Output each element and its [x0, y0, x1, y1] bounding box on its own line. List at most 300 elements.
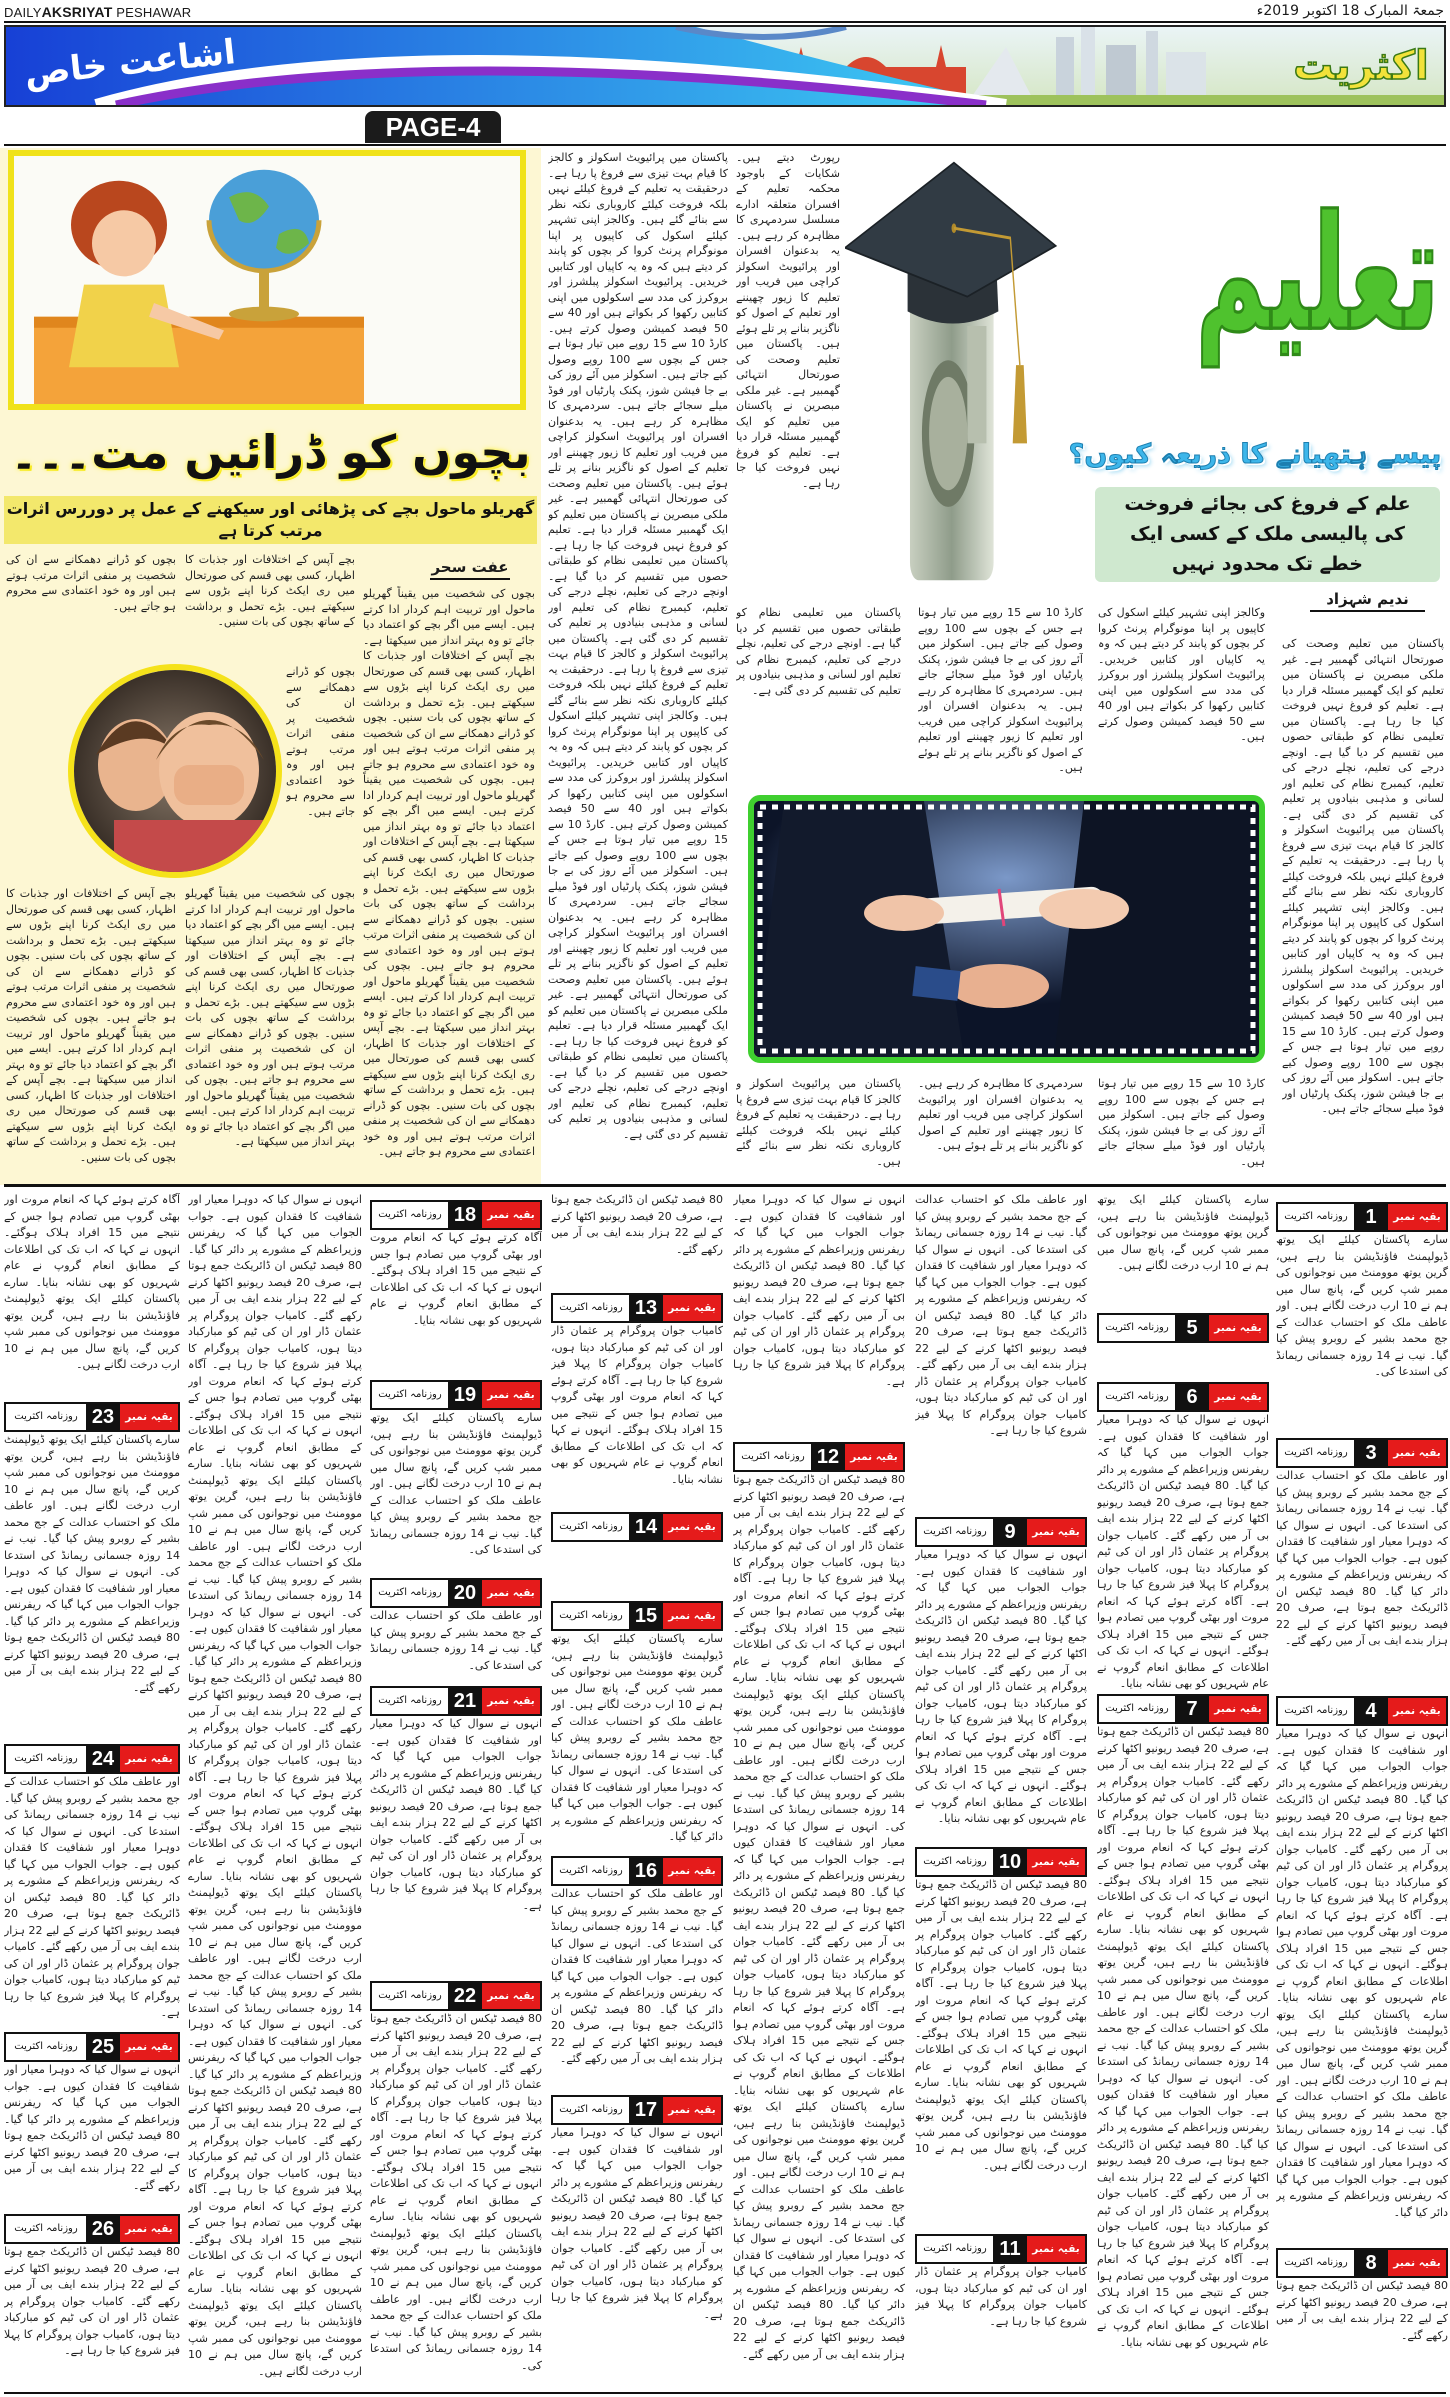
paragraph-text: بچوں کی شخصیت میں یقیناً گھریلو ماحول اور تربیت اہم کردار ادا کرتے ہیں۔ ایسے میں اگر بچے کو اعتماد دیا جائے تو وہ بہتر انداز میں سیکھتا ہے۔: [6, 1011, 176, 1086]
paragraph-text: بچوں کی شخصیت میں یقیناً گھریلو ماحول اور تربیت اہم کردار ادا کرتے ہیں۔ ایسے میں اگر بچے کو اعتماد دیا جائے تو وہ بہتر انداز میں سیکھتا ہے۔: [363, 773, 535, 848]
paragraph-text: سارے پاکستان کیلئے ایک یوتھ ڈیولپمنٹ فاؤنڈیشن بنا رہے ہیں، گرین یوتھ موومنٹ میں نوجوانوں کی ممبر شپ کریں گے، پانچ سال میں ہم نے 10 ارب درخت لگانے ہیں۔: [1276, 1233, 1448, 1312]
paragraph-text: کامیاب جوان پروگرام پر عثمان ڈار اور ان کی ٹیم کو مبارکباد دیتا ہوں، کامیاب جوان پروگرام کا پہلا فیز شروع کیا جا رہا ہے۔: [1097, 1774, 1269, 1837]
continuation-paper-name: روزنامہ اکثریت: [372, 1382, 448, 1408]
paragraph-text: کامیاب جوان پروگرام پر عثمان ڈار اور ان کی ٹیم کو مبارکباد دیتا ہوں، کامیاب جوان پروگرام کا پہلا فیز شروع کیا جا رہا ہے۔: [733, 1308, 905, 1388]
news-text-segment: [370, 1192, 542, 1200]
education-article-column-middle: [548, 150, 728, 1180]
section-banner: [4, 25, 1446, 107]
continuation-paper-name: روزنامہ اکثریت: [6, 1404, 86, 1430]
paragraph-text: سارے پاکستان کیلئے ایک یوتھ ڈیولپمنٹ فاؤنڈیشن بنا رہے ہیں، گرین یوتھ موومنٹ میں نوجوانوں کی ممبر شپ کریں گے، پانچ سال میں ہم نے 10 ارب درخت لگانے ہیں۔: [733, 2100, 905, 2179]
paragraph-text: 80 فیصد ٹیکس ان ڈائریکٹ جمع ہوتا ہے، صرف 20 فیصد ریونیو اکٹھا کرنے کے لیے 22 ہزار بندے ایف بی آر میں رکھے گئے۔: [733, 1473, 905, 1536]
education-article-highlight: [1095, 487, 1440, 582]
education-article-subheadline: پیسے ہتھیانے کا ذریعہ کیوں؟: [1068, 439, 1442, 470]
continuation-label: بقیہ نمبر: [663, 1514, 721, 1540]
continuation-number: 23: [86, 1404, 120, 1430]
paragraph-text: اور عاطف ملک کو احتساب عدالت کے جج محمد بشیر کے روبرو پیش کیا گیا۔ نیب نے 14 روزہ جسمانی ریمانڈ کی استدعا کی۔: [188, 1539, 362, 1619]
paragraph-text: آگاہ کرتے ہوئے کہا کہ انعام مروت اور بھٹی گروپ میں تصادم ہوا جس کے نتیجے میں 15 افراد ہلاک ہوگئے۔ انہوں نے کہا کہ اب تک کی اطلاعات کے مطابق انعام گروپ نے عام شہریوں کو بھی نشانہ بنایا۔: [915, 1729, 1087, 1825]
paragraph-text: 80 فیصد ٹیکس ان ڈائریکٹ جمع ہوتا ہے، صرف 20 فیصد ریونیو اکٹھا کرنے کے لیے 22 ہزار بندے ایف بی آر میں رکھے گئے۔: [188, 2084, 362, 2147]
kids-article-column-2-side: [286, 664, 355, 880]
news-text-segment: [1276, 1232, 1448, 1438]
paragraph-text: 80 فیصد ٹیکس ان ڈائریکٹ جمع ہوتا ہے، صرف 20 فیصد ریونیو اکٹھا کرنے کے لیے 22 ہزار بندے ایف بی آر میں رکھے گئے۔: [1276, 2279, 1448, 2342]
paragraph-text: سردمہری کا مظاہرہ کر رہے ہیں۔ یہ بدعنوان افسران اور پرائیویٹ اسکولز کراچی میں فریب اور تعلیم کا زیور چھیننے اور تعلیم کے اصول کو ناگزیر بنانے پر تلے ہوئے ہیں۔: [548, 399, 728, 490]
continuation-number: 15: [629, 1603, 663, 1629]
paragraph-text: انہوں نے سوال کیا کہ دوہرا معیار اور شفافیت کا فقدان کیوں ہے۔ جواب الجواب میں کہا گیا کہ ریفرنس وزیراعظم کے مشورے پر دائر کیا گیا۔: [915, 1242, 1087, 1322]
education-article-headline: تعلیم: [1195, 181, 1440, 367]
news-text-segment: [370, 1410, 542, 1578]
kids-article-column-2: [185, 552, 355, 660]
paragraph-text: اور عاطف ملک کو احتساب عدالت کے جج محمد بشیر کے روبرو پیش کیا گیا۔ نیب نے 14 روزہ جسمانی ریمانڈ کی استدعا کی۔: [551, 1698, 723, 1777]
continuation-paper-name: روزنامہ اکثریت: [553, 1603, 629, 1629]
paragraph-text: پاکستان میں پرائیویٹ اسکولز و کالجز کا قیام بہت تیزی سے فروغ پا رہا ہے۔ درحقیقت یہ تعلیم کے فروغ کیلئے نہیں بلکہ فروخت کیلئے کاروباری نکتہ نظر سے بنائے گئے ہیں۔: [736, 1077, 901, 1168]
education-article-column-4-lower: [736, 1076, 901, 1180]
continuation-number: 26: [86, 2216, 120, 2242]
paragraph-text: وکالجز اپنی تشہیر کیلئے اسکول کی کاپیوں پر اپنا مونوگرام پرنٹ کروا کر بچوں کو پابند کر دیتے ہیں کہ وہ یہ کاپیاں اور کتابیں خریدیں۔ پرائیویٹ اسکولز پبلشرز اور بروکرز کی مدد سے اسکولوں میں اپنی کتابیں رکھوا کر بکواتے ہیں اور 40 سے 50 فیصد کمیشن وصول کرتے ہیں۔: [548, 709, 728, 831]
paragraph-text: اور عاطف ملک کو احتساب عدالت کے جج محمد بشیر کے روبرو پیش کیا گیا۔ نیب نے 14 روزہ جسمانی ریمانڈ کی استدعا کی۔: [1276, 1469, 1448, 1532]
masthead-paper-name: [4, 4, 191, 21]
paragraph-text: کامیاب جوان پروگرام پر عثمان ڈار اور ان کی ٹیم کو مبارکباد دیتا ہوں، کامیاب جوان پروگرام کا پہلا فیز شروع کیا جا رہا ہے۔: [4, 2294, 180, 2357]
news-text-segment: [915, 2264, 1087, 2392]
paragraph-text: سارے پاکستان کیلئے ایک یوتھ ڈیولپمنٹ فاؤنڈیشن بنا رہے ہیں، گرین یوتھ موومنٹ میں نوجوانوں کی ممبر شپ کریں گے، پانچ سال میں ہم نے 10 ارب درخت لگانے ہیں۔: [1097, 1193, 1269, 1272]
education-article-column-1: [1282, 636, 1444, 1180]
continuation-label: بقیہ نمبر: [663, 1295, 721, 1321]
continuation-box: [1276, 1202, 1448, 1232]
paragraph-text: کامیاب جوان پروگرام پر عثمان ڈار اور ان کی ٹیم کو مبارکباد دیتا ہوں، کامیاب جوان پروگرام کا پہلا فیز شروع کیا جا رہا ہے۔: [733, 1522, 905, 1585]
paragraph-text: پاکستان میں تعلیم وصحت کی صورتحال انتہائی گھمبیر ہے۔ غیر ملکی مبصرین نے پاکستان میں تعلیم کو ایک گھمبیر مسئلہ قرار دیا ہے۔ تعلیم کو فروغ نہیں فروخت کیا جا رہا ہے۔: [548, 972, 728, 1048]
continuation-number: 16: [629, 1858, 663, 1884]
education-article-column-4: [736, 605, 901, 781]
paragraph-text: سردمہری کا مظاہرہ کر رہے ہیں۔ یہ بدعنوان افسران اور پرائیویٹ اسکولز کراچی میں فریب اور تعلیم کا زیور چھیننے اور تعلیم کے اصول کو ناگزیر بنانے پر تلے ہوئے ہیں۔: [918, 683, 1083, 774]
paragraph-text: اور عاطف ملک کو احتساب عدالت کے جج محمد بشیر کے روبرو پیش کیا گیا۔ نیب نے 14 روزہ جسمانی ریمانڈ کی استدعا کی۔: [370, 2292, 542, 2372]
paragraph-text: انہوں نے سوال کیا کہ دوہرا معیار اور شفافیت کا فقدان کیوں ہے۔ جواب الجواب میں کہا گیا کہ ریفرنس وزیراعظم کے مشورے پر دائر کیا گیا۔: [188, 2018, 362, 2081]
paragraph-text: بچے آپس کے اختلافات اور جذبات کا اظہار، کسی بھی قسم کی صورتحال میں ری ایکٹ کرنا اپنے بڑوں سے سیکھتے ہیں۔ بڑے تحمل و برداشت کے ساتھ بچوں کی بات سنیں۔: [6, 1073, 176, 1164]
news-text-segment: [915, 1192, 1087, 1517]
paragraph-text: بچوں کو ڈرانے دھمکانے سے ان کی شخصیت پر منفی اثرات مرتب ہوتے ہیں اور وہ خود اعتمادی سے محروم ہو جاتے ہیں۔: [286, 665, 355, 818]
paragraph-text: پاکستان میں تعلیمی نظام کو طبقاتی حصوں میں تقسیم کر دیا گیا ہے۔ اونچے درجے کی تعلیم، نچلے درجے کی تعلیم، کیمبرج نظام کی تعلیم اور لسانی و مذہبی بنیادوں پر تعلیم کی تقسیم کر دی گئی ہے۔: [548, 554, 728, 645]
paragraph-text: سارے پاکستان کیلئے ایک یوتھ ڈیولپمنٹ فاؤنڈیشن بنا رہے ہیں، گرین یوتھ موومنٹ میں نوجوانوں کی ممبر شپ کریں گے، پانچ سال میں ہم نے 10 ارب درخت لگانے ہیں۔: [370, 1411, 542, 1490]
paragraph-text: وکالجز اپنی تشہیر کیلئے اسکول کی کاپیوں پر اپنا مونوگرام پرنٹ کروا کر بچوں کو پابند کر دیتے ہیں کہ وہ یہ کاپیاں اور کتابیں خریدیں۔ پرائیویٹ اسکولز پبلشرز اور بروکرز کی مدد سے اسکولوں میں اپنی کتابیں رکھوا کر بکواتے ہیں اور 40 سے 50 فیصد کمیشن وصول کرتے ہیں۔: [548, 213, 728, 335]
kids-article-column-1: [363, 586, 535, 1180]
paragraph-text: کارڈ 10 سے 15 روپے میں تیار ہوتا ہے جس کے بچوں سے 100 روپے وصول کیے جاتے ہیں۔ اسکولز میں آئے روز کی بے جا فیشن شوز، پکنک پارٹیاں اور فوڈ میلے سجائے جاتے ہیں۔: [1098, 1077, 1265, 1168]
paragraph-text: انہوں نے سوال کیا کہ دوہرا معیار اور شفافیت کا فقدان کیوں ہے۔ جواب الجواب میں کہا گیا کہ ریفرنس وزیراعظم کے مشورے پر دائر کیا گیا۔: [733, 1819, 905, 1899]
paragraph-text: سارے پاکستان کیلئے ایک یوتھ ڈیولپمنٹ فاؤنڈیشن بنا رہے ہیں، گرین یوتھ موومنٹ میں نوجوانوں کی ممبر شپ کریں گے، پانچ سال میں ہم نے 10 ارب درخت لگانے ہیں۔: [4, 1275, 180, 1371]
news-column-2: [1097, 1192, 1269, 2392]
paragraph-text: 80 فیصد ٹیکس ان ڈائریکٹ جمع ہوتا ہے، صرف 20 فیصد ریونیو اکٹھا کرنے کے لیے 22 ہزار بندے ایف بی آر میں رکھے گئے۔: [188, 1671, 362, 1734]
paragraph-text: بچوں کو ڈرانے دھمکانے سے ان کی شخصیت پر منفی اثرات مرتب ہوتے ہیں اور وہ خود اعتمادی سے محروم ہو جاتے ہیں۔: [6, 949, 176, 1024]
paragraph-text: آگاہ کرتے ہوئے کہا کہ انعام مروت اور بھٹی گروپ میں تصادم ہوا جس کے نتیجے میں 15 افراد ہلاک ہوگئے۔ انہوں نے کہا کہ اب تک کی اطلاعات کے مطابق انعام گروپ نے عام شہریوں کو بھی نشانہ بنایا۔: [4, 1193, 180, 1289]
paragraph-text: 80 فیصد ٹیکس ان ڈائریکٹ جمع ہوتا ہے، صرف 20 فیصد ریونیو اکٹھا کرنے کے لیے 22 ہزار بندے ایف بی آر میں رکھے گئے۔: [915, 1308, 1087, 1371]
news-text-segment: [188, 1192, 362, 2392]
news-text-segment: [915, 1547, 1087, 1847]
news-text-segment: [370, 1608, 542, 1686]
continuation-box: [733, 1442, 905, 1472]
continuation-paper-name: روزنامہ اکثریت: [1099, 1315, 1175, 1341]
paragraph-text: انہوں نے سوال کیا کہ دوہرا معیار اور شفافیت کا فقدان کیوں ہے۔ جواب الجواب میں کہا گیا کہ ریفرنس وزیراعظم کے مشورے پر دائر کیا گیا۔: [733, 1193, 905, 1272]
paragraph-text: کامیاب جوان پروگرام پر عثمان ڈار اور ان کی ٹیم کو مبارکباد دیتا ہوں، کامیاب جوان پروگرام کا پہلا فیز شروع کیا جا رہا ہے۔: [370, 2061, 542, 2124]
continuation-number: 25: [86, 2034, 120, 2060]
paragraph-text: کارڈ 10 سے 15 روپے میں تیار ہوتا ہے جس کے بچوں سے 100 روپے وصول کیے جاتے ہیں۔ اسکولز میں آئے روز کی بے جا فیشن شوز، پکنک پارٹیاں اور فوڈ میلے سجائے جاتے ہیں۔: [918, 606, 1083, 697]
paragraph-text: سارے پاکستان کیلئے ایک یوتھ ڈیولپمنٹ فاؤنڈیشن بنا رہے ہیں، گرین یوتھ موومنٹ میں نوجوانوں کی ممبر شپ کریں گے، پانچ سال میں ہم نے 10 ارب درخت لگانے ہیں۔: [188, 1457, 362, 1553]
continuation-box: [1276, 1696, 1448, 1726]
paragraph-text: اور عاطف ملک کو احتساب عدالت کے جج محمد بشیر کے روبرو پیش کیا گیا۔ نیب نے 14 روزہ جسمانی ریمانڈ کی استدعا کی۔: [1276, 1299, 1448, 1378]
continuation-label: بقیہ نمبر: [1027, 1519, 1085, 1545]
paragraph-text: 80 فیصد ٹیکس ان ڈائریکٹ جمع ہوتا ہے، صرف 20 فیصد ریونیو اکٹھا کرنے کے لیے 22 ہزار بندے ایف بی آر میں رکھے گئے۔: [4, 1631, 180, 1694]
continuation-paper-name: روزنامہ اکثریت: [6, 2034, 86, 2060]
kids-article-column-3-lower: [6, 886, 176, 1180]
paragraph-text: پاکستان میں تعلیم وصحت کی صورتحال انتہائی گھمبیر ہے۔ غیر ملکی مبصرین نے پاکستان میں تعلیم کو ایک گھمبیر مسئلہ قرار دیا ہے۔ تعلیم کو فروغ نہیں فروخت کیا جا رہا ہے۔: [1282, 637, 1444, 728]
continuation-number: 8: [1354, 2250, 1388, 2276]
paragraph-text: آگاہ کرتے ہوئے کہا کہ انعام مروت اور بھٹی گروپ میں تصادم ہوا جس کے نتیجے میں 15 افراد ہلاک ہوگئے۔ انہوں نے کہا کہ اب تک کی اطلاعات کے مطابق انعام گروپ نے عام شہریوں کو بھی نشانہ بنایا۔: [188, 1770, 362, 1883]
paragraph-text: 80 فیصد ٹیکس ان ڈائریکٹ جمع ہوتا ہے، صرف 20 فیصد ریونیو اکٹھا کرنے کے لیے 22 ہزار بندے ایف بی آر میں رکھے گئے۔: [4, 2129, 180, 2192]
continuation-paper-name: روزنامہ اکثریت: [372, 1688, 448, 1714]
handshake-photo: [754, 801, 1259, 1057]
paragraph-text: پاکستان میں پرائیویٹ اسکولز و کالجز کا قیام بہت تیزی سے فروغ پا رہا ہے۔ درحقیقت یہ تعلیم کے فروغ کیلئے نہیں بلکہ فروخت کیلئے کاروباری نکتہ نظر سے بنائے گئے ہیں۔: [548, 631, 728, 722]
continuation-label: بقیہ نمبر: [1209, 1696, 1267, 1722]
page-number-tab: PAGE-4: [365, 111, 501, 143]
continuation-number: 3: [1354, 1440, 1388, 1466]
paragraph-text: اور عاطف ملک کو احتساب عدالت کے جج محمد بشیر کے روبرو پیش کیا گیا۔ نیب نے 14 روزہ جسمانی ریمانڈ کی استدعا کی۔: [733, 2166, 905, 2245]
paragraph-text: کامیاب جوان پروگرام پر عثمان ڈار اور ان کی ٹیم کو مبارکباد دیتا ہوں، کامیاب جوان پروگرام کا پہلا فیز شروع کیا جا رہا ہے۔: [1097, 2187, 1269, 2266]
paragraph-text: انہوں نے سوال کیا کہ دوہرا معیار اور شفافیت کا فقدان کیوں ہے۔ جواب الجواب میں کہا گیا کہ ریفرنس وزیراعظم کے مشورے پر دائر کیا گیا۔: [733, 2232, 905, 2311]
continuation-label: بقیہ نمبر: [1027, 1849, 1085, 1875]
news-text-segment: [551, 2125, 723, 2392]
paragraph-text: سردمہری کا مظاہرہ کر رہے ہیں۔ یہ بدعنوان افسران اور پرائیویٹ اسکولز کراچی میں فریب اور تعلیم کا زیور چھیننے اور تعلیم کے اصول کو ناگزیر بنانے پر تلے ہوئے ہیں۔: [918, 1077, 1083, 1152]
paragraph-text: 80 فیصد ٹیکس ان ڈائریکٹ جمع ہوتا ہے، صرف 20 فیصد ریونیو اکٹھا کرنے کے لیے 22 ہزار بندے ایف بی آر میں رکھے گئے۔: [1276, 1584, 1448, 1647]
paragraph-text: اور عاطف ملک کو احتساب عدالت کے جج محمد بشیر کے روبرو پیش کیا گیا۔ نیب نے 14 روزہ جسمانی ریمانڈ کی استدعا کی۔: [370, 1477, 542, 1556]
continuation-number: 11: [993, 2236, 1027, 2262]
continuation-number: 18: [448, 1202, 482, 1228]
continuation-box: [551, 1293, 723, 1323]
paragraph-text: انہوں نے سوال کیا کہ دوہرا معیار اور شفافیت کا فقدان کیوں ہے۔ جواب الجواب میں کہا گیا کہ ریفرنس وزیراعظم کے مشورے پر دائر کیا گیا۔: [1276, 2139, 1448, 2219]
news-text-segment: [551, 1886, 723, 2095]
news-column-7: [188, 1192, 362, 2392]
continuation-paper-name: روزنامہ اکثریت: [553, 1858, 629, 1884]
continuation-paper-name: روزنامہ اکثریت: [6, 1746, 86, 1772]
paragraph-text: سارے پاکستان کیلئے ایک یوتھ ڈیولپمنٹ فاؤنڈیشن بنا رہے ہیں، گرین یوتھ موومنٹ میں نوجوانوں کی ممبر شپ کریں گے، پانچ سال میں ہم نے 10 ارب درخت لگانے ہیں۔: [188, 2282, 362, 2378]
continuation-paper-name: روزنامہ اکثریت: [372, 1202, 448, 1228]
continuation-number: 14: [629, 1514, 663, 1540]
masthead-title: AKSRIYAT: [41, 4, 113, 20]
continuation-box: [915, 1847, 1087, 1877]
paragraph-text: آگاہ کرتے ہوئے کہا کہ انعام مروت اور بھٹی گروپ میں تصادم ہوا جس کے نتیجے میں 15 افراد ہلاک ہوگئے۔ انہوں نے کہا کہ اب تک کی اطلاعات کے مطابق انعام گروپ نے عام شہریوں کو بھی نشانہ بنایا۔: [370, 2111, 542, 2223]
continuation-number: 19: [448, 1382, 482, 1408]
continuation-label: بقیہ نمبر: [120, 2034, 178, 2060]
paragraph-text: آگاہ کرتے ہوئے کہا کہ انعام مروت اور بھٹی گروپ میں تصادم ہوا جس کے نتیجے میں 15 افراد ہلاک ہوگئے۔ انہوں نے کہا کہ اب تک کی اطلاعات کے مطابق انعام گروپ نے عام شہریوں کو بھی نشانہ بنایا۔: [915, 1977, 1087, 2089]
continuation-box: [1097, 1313, 1269, 1343]
paragraph-text: بچے آپس کے اختلافات اور جذبات کا اظہار، کسی بھی قسم کی صورتحال میں ری ایکٹ کرنا اپنے بڑوں سے سیکھتے ہیں۔ بڑے تحمل و برداشت کے ساتھ بچوں کی بات سنیں۔: [185, 553, 355, 628]
paragraph-text: بچوں کو ڈرانے دھمکانے سے ان کی شخصیت پر منفی اثرات مرتب ہوتے ہیں اور وہ خود اعتمادی سے محروم ہو جاتے ہیں۔: [363, 711, 535, 786]
paragraph-text: کامیاب جوان پروگرام پر عثمان ڈار اور ان کی ٹیم کو مبارکباد دیتا ہوں، کامیاب جوان پروگرام کا پہلا فیز شروع کیا جا رہا ہے۔: [1276, 1842, 1448, 1922]
kids-article-column-3: [6, 552, 176, 660]
paragraph-text: انہوں نے سوال کیا کہ دوہرا معیار اور شفافیت کا فقدان کیوں ہے۔ جواب الجواب میں کہا گیا کہ ریفرنس وزیراعظم کے مشورے پر دائر کیا گیا۔: [4, 2063, 180, 2126]
continuation-box: [1097, 1382, 1269, 1412]
paragraph-text: اور عاطف ملک کو احتساب عدالت کے جج محمد بشیر کے روبرو پیش کیا گیا۔ نیب نے 14 روزہ جسمانی ریمانڈ کی استدعا کی۔: [733, 1753, 905, 1833]
paragraph-text: اور عاطف ملک کو احتساب عدالت کے جج محمد بشیر کے روبرو پیش کیا گیا۔ نیب نے 14 روزہ جسمانی ریمانڈ کی استدعا کی۔: [915, 1193, 1087, 1256]
continuation-box: [4, 2032, 180, 2062]
continuation-paper-name: روزنامہ اکثریت: [553, 1514, 629, 1540]
news-text-segment: [1276, 1726, 1448, 2248]
paragraph-text: 80 فیصد ٹیکس ان ڈائریکٹ جمع ہوتا ہے، صرف 20 فیصد ریونیو اکٹھا کرنے کے لیے 22 ہزار بندے ایف بی آر میں رکھے گئے۔: [915, 1878, 1087, 1941]
continuation-paper-name: روزنامہ اکثریت: [917, 1849, 993, 1875]
paragraph-text: آگاہ کرتے ہوئے کہا کہ انعام مروت اور بھٹی گروپ میں تصادم ہوا جس کے نتیجے میں 15 افراد ہلاک ہوگئے۔ انہوں نے کہا کہ اب تک کی اطلاعات کے مطابق انعام گروپ نے عام شہریوں کو بھی نشانہ بنایا۔: [1097, 2253, 1269, 2349]
kids-article-column-2-lower: [185, 886, 355, 1180]
continuation-number: 20: [448, 1580, 482, 1606]
paragraph-text: پاکستان میں تعلیم وصحت کی صورتحال انتہائی گھمبیر ہے۔ غیر ملکی مبصرین نے پاکستان میں تعلیم کو ایک گھمبیر مسئلہ قرار دیا ہے۔ تعلیم کو فروغ نہیں فروخت کیا جا رہا ہے۔: [736, 337, 840, 490]
continuation-box: [1276, 2248, 1448, 2278]
news-text-segment: [4, 1774, 180, 2032]
education-article-intro: رپورٹ دیتے ہیں۔ شکایات کے باوجود محکمہ تعلیم کے افسران متعلقہ ادارے مسلسل: [736, 151, 840, 226]
paragraph-text: سارے پاکستان کیلئے ایک یوتھ ڈیولپمنٹ فاؤنڈیشن بنا رہے ہیں، گرین یوتھ موومنٹ میں نوجوانوں کی ممبر شپ کریں گے، پانچ سال میں ہم نے 10 ارب درخت لگانے ہیں۔: [1276, 2007, 1448, 2087]
continuation-label: بقیہ نمبر: [1388, 2250, 1446, 2276]
paragraph-text: انہوں نے سوال کیا کہ دوہرا معیار اور شفافیت کا فقدان کیوں ہے۔ جواب الجواب میں کہا گیا کہ ریفرنس وزیراعظم کے مشورے پر دائر کیا گیا۔: [370, 1717, 542, 1796]
paragraph-text: کامیاب جوان پروگرام پر عثمان ڈار اور ان کی ٹیم کو مبارکباد دیتا ہوں، کامیاب جوان پروگرام کا پہلا فیز شروع کیا جا رہا ہے۔: [1097, 1528, 1269, 1608]
paragraph-text: بچوں کی شخصیت میں یقیناً گھریلو ماحول اور تربیت اہم کردار ادا کرتے ہیں۔ ایسے میں اگر بچے کو اعتماد دیا جائے تو وہ بہتر انداز میں سیکھتا ہے۔: [363, 959, 535, 1034]
continuation-number: 6: [1175, 1384, 1209, 1410]
continuation-box: [370, 1686, 542, 1716]
continuation-label: بقیہ نمبر: [482, 1580, 540, 1606]
kids-article-headline: بچوں کو ڈرائیں مت۔۔۔: [10, 425, 531, 479]
continuation-number: 10: [993, 1849, 1027, 1875]
news-text-segment: [1276, 1468, 1448, 1696]
continuation-label: بقیہ نمبر: [663, 1603, 721, 1629]
paragraph-text: 80 فیصد ٹیکس ان ڈائریکٹ جمع ہوتا ہے، صرف 20 فیصد ریونیو اکٹھا کرنے کے لیے 22 ہزار بندے ایف بی آر میں رکھے گئے۔: [1097, 2137, 1269, 2200]
continuation-paper-name: روزنامہ اکثریت: [735, 1444, 811, 1470]
continuation-label: بقیہ نمبر: [1388, 1698, 1446, 1724]
continuation-label: بقیہ نمبر: [482, 1983, 540, 2009]
education-article-column-3: [918, 605, 1083, 781]
news-column-4: [733, 1192, 905, 2392]
continuation-number: 24: [86, 1746, 120, 1772]
paragraph-text: بچے آپس کے اختلافات اور جذبات کا اظہار، کسی بھی قسم کی صورتحال میں ری ایکٹ کرنا اپنے بڑوں سے سیکھتے ہیں۔ بڑے تحمل و برداشت کے ساتھ بچوں کی بات سنیں۔: [363, 1021, 535, 1112]
masthead-date: جمعۃ المبارک 18 اکتوبر 2019ء: [1256, 3, 1444, 19]
education-article-column-a: [736, 150, 840, 600]
crying-children-image: [68, 664, 282, 878]
paragraph-text: پاکستان میں پرائیویٹ اسکولز و کالجز کا قیام بہت تیزی سے فروغ پا رہا ہے۔ درحقیقت یہ تعلیم کے فروغ کیلئے نہیں بلکہ فروخت کیلئے کاروباری نکتہ نظر سے بنائے گئے ہیں۔: [1282, 823, 1444, 914]
paragraph-text: وکالجز اپنی تشہیر کیلئے اسکول کی کاپیوں پر اپنا مونوگرام پرنٹ کروا کر بچوں کو پابند کر دیتے ہیں کہ وہ یہ کاپیاں اور کتابیں خریدیں۔ پرائیویٹ اسکولز پبلشرز اور بروکرز کی مدد سے اسکولوں میں اپنی کتابیں رکھوا کر بکواتے ہیں اور 40 سے 50 فیصد کمیشن وصول کرتے ہیں۔: [1098, 606, 1265, 743]
continuation-number: 5: [1175, 1315, 1209, 1341]
paragraph-text: آگاہ کرتے ہوئے کہا کہ انعام مروت اور بھٹی گروپ میں تصادم ہوا جس کے نتیجے میں 15 افراد ہلاک ہوگئے۔ انہوں نے کہا کہ اب تک کی اطلاعات کے مطابق انعام گروپ نے عام شہریوں کو بھی نشانہ بنایا۔: [551, 1373, 723, 1486]
paragraph-text: 80 فیصد ٹیکس ان ڈائریکٹ جمع ہوتا ہے، صرف 20 فیصد ریونیو اکٹھا کرنے کے لیے 22 ہزار بندے ایف بی آر میں رکھے گئے۔: [188, 1259, 362, 1322]
continuation-label: بقیہ نمبر: [845, 1444, 903, 1470]
continuation-label: بقیہ نمبر: [1209, 1315, 1267, 1341]
paragraph-text: پاکستان میں تعلیم وصحت کی صورتحال انتہائی گھمبیر ہے۔ غیر ملکی مبصرین نے پاکستان میں تعلیم کو ایک گھمبیر مسئلہ قرار دیا ہے۔ تعلیم کو فروغ نہیں فروخت کیا جا رہا ہے۔: [548, 476, 728, 552]
paragraph-text: 80 فیصد ٹیکس ان ڈائریکٹ جمع ہوتا ہے، صرف 20 فیصد ریونیو اکٹھا کرنے کے لیے 22 ہزار بندے ایف بی آر میں رکھے گئے۔: [733, 1259, 905, 1322]
continuation-paper-name: روزنامہ اکثریت: [6, 2216, 86, 2242]
paragraph-text: انہوں نے سوال کیا کہ دوہرا معیار اور شفافیت کا فقدان کیوں ہے۔ جواب الجواب میں کہا گیا کہ ریفرنس وزیراعظم کے مشورے پر دائر کیا گیا۔: [4, 1824, 180, 1904]
continuation-label: بقیہ نمبر: [482, 1202, 540, 1228]
continuation-label: بقیہ نمبر: [663, 1858, 721, 1884]
news-text-segment: [1097, 1412, 1269, 1694]
paragraph-text: کارڈ 10 سے 15 روپے میں تیار ہوتا ہے جس کے بچوں سے 100 روپے وصول کیے جاتے ہیں۔ اسکولز میں آئے روز کی بے جا فیشن شوز، پکنک پارٹیاں اور فوڈ میلے سجائے جاتے ہیں۔: [1282, 1024, 1444, 1115]
continuation-box: [1276, 1438, 1448, 1468]
masthead-city: PESHAWAR: [116, 5, 192, 20]
paragraph-text: آگاہ کرتے ہوئے کہا کہ انعام مروت اور بھٹی گروپ میں تصادم ہوا جس کے نتیجے میں 15 افراد ہلاک ہوگئے۔ انہوں نے کہا کہ اب تک کی اطلاعات کے مطابق انعام گروپ نے عام شہریوں کو بھی نشانہ بنایا۔: [1097, 1824, 1269, 1936]
kid-illustration: [14, 156, 520, 404]
paragraph-text: بچوں کو ڈرانے دھمکانے سے ان کی شخصیت پر منفی اثرات مرتب ہوتے ہیں اور وہ خود اعتمادی سے محروم ہو جاتے ہیں۔: [363, 1098, 535, 1158]
masthead-rule: [4, 21, 1446, 23]
news-text-segment: [551, 1542, 723, 1601]
continuation-label: بقیہ نمبر: [1388, 1440, 1446, 1466]
paragraph-text: 80 فیصد ٹیکس ان ڈائریکٹ جمع ہوتا ہے، صرف 20 فیصد ریونیو اکٹھا کرنے کے لیے 22 ہزار بندے ایف بی آر میں رکھے گئے۔: [551, 2192, 723, 2255]
news-text-segment: [1097, 1343, 1269, 1382]
education-article-column-2: [1098, 605, 1265, 781]
continuation-label: بقیہ نمبر: [120, 2216, 178, 2242]
paragraph-text: بچوں کو ڈرانے دھمکانے سے ان کی شخصیت پر منفی اثرات مرتب ہوتے ہیں اور وہ خود اعتمادی سے محروم ہو جاتے ہیں۔: [185, 1026, 355, 1086]
banner-section-title: اشاعت خاص: [22, 32, 238, 94]
paragraph-text: آگاہ کرتے ہوئے کہا کہ انعام مروت اور بھٹی گروپ میں تصادم ہوا جس کے نتیجے میں 15 افراد ہلاک ہوگئے۔ انہوں نے کہا کہ اب تک کی اطلاعات کے مطابق انعام گروپ نے عام شہریوں کو بھی نشانہ بنایا۔: [188, 2183, 362, 2295]
paragraph-text: اور عاطف ملک کو احتساب عدالت کے جج محمد بشیر کے روبرو پیش کیا گیا۔ نیب نے 14 روزہ جسمانی ریمانڈ کی استدعا کی۔: [1097, 2005, 1269, 2085]
paragraph-text: 80 فیصد ٹیکس ان ڈائریکٹ جمع ہوتا ہے، صرف 20 فیصد ریونیو اکٹھا کرنے کے لیے 22 ہزار بندے ایف بی آر میں رکھے گئے۔: [4, 2245, 180, 2308]
news-text-segment: [370, 1230, 542, 1380]
header-rule: [4, 144, 1446, 146]
paragraph-text: کامیاب جوان پروگرام پر عثمان ڈار اور ان کی ٹیم کو مبارکباد دیتا ہوں، کامیاب جوان پروگرام کا پہلا فیز شروع کیا جا رہا ہے۔: [551, 2241, 723, 2321]
paragraph-text: انہوں نے سوال کیا کہ دوہرا معیار اور شفافیت کا فقدان کیوں ہے۔ جواب الجواب میں کہا گیا کہ ریفرنس وزیراعظم کے مشورے پر دائر کیا گیا۔: [188, 1605, 362, 1668]
masthead-prefix: DAILY: [4, 5, 42, 20]
continuation-paper-name: روزنامہ اکثریت: [917, 1519, 993, 1545]
paragraph-text: 80 فیصد ٹیکس ان ڈائریکٹ جمع ہوتا ہے، صرف 20 فیصد ریونیو اکٹھا کرنے کے لیے 22 ہزار بندے ایف بی آر میں رکھے گئے۔: [915, 1614, 1087, 1677]
continuation-label: بقیہ نمبر: [120, 1404, 178, 1430]
continuation-box: [4, 1402, 180, 1432]
paragraph-text: بچے آپس کے اختلافات اور جذبات کا اظہار، کسی بھی قسم کی صورتحال میں ری ایکٹ کرنا اپنے بڑوں سے سیکھتے ہیں۔ بڑے تحمل و برداشت کے ساتھ بچوں کی بات سنیں۔: [363, 835, 535, 926]
paragraph-text: اور عاطف ملک کو احتساب عدالت کے جج محمد بشیر کے روبرو پیش کیا گیا۔ نیب نے 14 روزہ جسمانی ریمانڈ کی استدعا کی۔: [4, 1499, 180, 1578]
paragraph-text: 80 فیصد ٹیکس ان ڈائریکٹ جمع ہوتا ہے، صرف 20 فیصد ریونیو اکٹھا کرنے کے لیے 22 ہزار بندے ایف بی آر میں رکھے گئے۔: [1097, 1725, 1269, 1788]
paragraph-text: آگاہ کرتے ہوئے کہا کہ انعام مروت اور بھٹی گروپ میں تصادم ہوا جس کے نتیجے میں 15 افراد ہلاک ہوگئے۔ انہوں نے کہا کہ اب تک کی اطلاعات کے مطابق انعام گروپ نے عام شہریوں کو بھی نشانہ بنایا۔: [188, 1358, 362, 1470]
paragraph-text: کامیاب جوان پروگرام پر عثمان ڈار اور ان کی ٹیم کو مبارکباد دیتا ہوں، کامیاب جوان پروگرام کا پہلا فیز شروع کیا جا رہا ہے۔: [915, 1927, 1087, 1990]
news-text-segment: [370, 2011, 542, 2392]
news-text-segment: [733, 1472, 905, 2392]
paragraph-text: انہوں نے سوال کیا کہ دوہرا معیار اور شفافیت کا فقدان کیوں ہے۔ جواب الجواب میں کہا گیا کہ ریفرنس وزیراعظم کے مشورے پر دائر کیا گیا۔: [1097, 1413, 1269, 1492]
kids-article-byline: عفت سحر: [430, 556, 510, 580]
paragraph-text: آگاہ کرتے ہوئے کہا کہ انعام مروت اور بھٹی گروپ میں تصادم ہوا جس کے نتیجے میں 15 افراد ہلاک ہوگئے۔ انہوں نے کہا کہ اب تک کی اطلاعات کے مطابق انعام گروپ نے عام شہریوں کو بھی نشانہ بنایا۔: [1276, 1908, 1448, 2004]
paragraph-text: سارے پاکستان کیلئے ایک یوتھ ڈیولپمنٹ فاؤنڈیشن بنا رہے ہیں، گرین یوتھ موومنٹ میں نوجوانوں کی ممبر شپ کریں گے، پانچ سال میں ہم نے 10 ارب درخت لگانے ہیں۔: [188, 1869, 362, 1965]
news-text-segment: [1097, 1724, 1269, 2392]
news-text-segment: [1276, 2278, 1448, 2392]
paragraph-text: آگاہ کرتے ہوئے کہا کہ انعام مروت اور بھٹی گروپ میں تصادم ہوا جس کے نتیجے میں 15 افراد ہلاک ہوگئے۔ انہوں نے کہا کہ اب تک کی اطلاعات کے مطابق انعام گروپ نے عام شہریوں کو بھی نشانہ بنایا۔: [1097, 1594, 1269, 1690]
continuation-paper-name: روزنامہ اکثریت: [372, 1580, 448, 1606]
education-article-column-3-lower: [918, 1076, 1083, 1180]
paragraph-text: بچے آپس کے اختلافات اور جذبات کا اظہار، کسی بھی قسم کی صورتحال میں ری ایکٹ کرنا اپنے بڑوں سے سیکھتے ہیں۔ بڑے تحمل و برداشت کے ساتھ بچوں کی بات سنیں۔: [6, 887, 176, 962]
paragraph-text: آگاہ کرتے ہوئے کہا کہ انعام مروت اور بھٹی گروپ میں تصادم ہوا جس کے نتیجے میں 15 افراد ہلاک ہوگئے۔ انہوں نے کہا کہ اب تک کی اطلاعات کے مطابق انعام گروپ نے عام شہریوں کو بھی نشانہ بنایا۔: [733, 2001, 905, 2097]
paragraph-text: سردمہری کا مظاہرہ کر رہے ہیں۔ یہ بدعنوان افسران اور پرائیویٹ اسکولز کراچی میں فریب اور تعلیم کا زیور چھیننے اور تعلیم کے اصول کو ناگزیر بنانے پر تلے ہوئے ہیں۔: [736, 213, 840, 350]
paragraph-text: انہوں نے سوال کیا کہ دوہرا معیار اور شفافیت کا فقدان کیوں ہے۔ جواب الجواب میں کہا گیا کہ ریفرنس وزیراعظم کے مشورے پر دائر کیا گیا۔: [1097, 2071, 1269, 2151]
paragraph-text: کامیاب جوان پروگرام پر عثمان ڈار اور ان کی ٹیم کو مبارکباد دیتا ہوں، کامیاب جوان پروگرام کا پہلا فیز شروع کیا جا رہا ہے۔: [915, 1374, 1087, 1437]
news-text-segment: [4, 2062, 180, 2214]
paragraph-text: سارے پاکستان کیلئے ایک یوتھ ڈیولپمنٹ فاؤنڈیشن بنا رہے ہیں، گرین یوتھ موومنٹ میں نوجوانوں کی ممبر شپ کریں گے، پانچ سال میں ہم نے 10 ارب درخت لگانے ہیں۔: [4, 1433, 180, 1512]
news-column-3: [915, 1192, 1087, 2392]
paragraph-text: اور عاطف ملک کو احتساب عدالت کے جج محمد بشیر کے روبرو پیش کیا گیا۔ نیب نے 14 روزہ جسمانی ریمانڈ کی استدعا کی۔: [1276, 2073, 1448, 2153]
paragraph-text: اور عاطف ملک کو احتساب عدالت کے جج محمد بشیر کے روبرو پیش کیا گیا۔ نیب نے 14 روزہ جسمانی ریمانڈ کی استدعا کی۔: [370, 1609, 542, 1672]
paragraph-text: وکالجز اپنی تشہیر کیلئے اسکول کی کاپیوں پر اپنا مونوگرام پرنٹ کروا کر بچوں کو پابند کر دیتے ہیں کہ وہ یہ کاپیاں اور کتابیں خریدیں۔ پرائیویٹ اسکولز پبلشرز اور بروکرز کی مدد سے اسکولوں میں اپنی کتابیں رکھوا کر بکواتے ہیں اور 40 سے 50 فیصد کمیشن وصول کرتے ہیں۔: [1282, 900, 1444, 1038]
paragraph-text: 80 فیصد ٹیکس ان ڈائریکٹ جمع ہوتا ہے، صرف 20 فیصد ریونیو اکٹھا کرنے کے لیے 22 ہزار بندے ایف بی آر میں رکھے گئے۔: [551, 2002, 723, 2065]
paragraph-text: بچوں کو ڈرانے دھمکانے سے ان کی شخصیت پر منفی اثرات مرتب ہوتے ہیں اور وہ خود اعتمادی سے محروم ہو جاتے ہیں۔: [363, 912, 535, 972]
continuation-paper-name: روزنامہ اکثریت: [553, 1295, 629, 1321]
paragraph-text: پاکستان میں تعلیمی نظام کو طبقاتی حصوں میں تقسیم کر دیا گیا ہے۔ اونچے درجے کی تعلیم، نچلے درجے کی تعلیم، کیمبرج نظام کی تعلیم اور لسانی و مذہبی بنیادوں پر تعلیم کی تقسیم کر دی گئی ہے۔: [1282, 714, 1444, 821]
news-column-6: [370, 1192, 542, 2392]
paragraph-text: انہوں نے سوال کیا کہ دوہرا معیار اور شفافیت کا فقدان کیوں ہے۔ جواب الجواب میں کہا گیا کہ ریفرنس وزیراعظم کے مشورے پر دائر کیا گیا۔: [188, 1193, 362, 1256]
diploma-handshake-image: [748, 795, 1265, 1063]
paragraph-text: آگاہ کرتے ہوئے کہا کہ انعام مروت اور بھٹی گروپ میں تصادم ہوا جس کے نتیجے میں 15 افراد ہلاک ہوگئے۔ انہوں نے کہا کہ اب تک کی اطلاعات کے مطابق انعام گروپ نے عام شہریوں کو بھی نشانہ بنایا۔: [733, 1572, 905, 1684]
news-text-segment: [551, 1631, 723, 1856]
paragraph-text: سارے پاکستان کیلئے ایک یوتھ ڈیولپمنٹ فاؤنڈیشن بنا رہے ہیں، گرین یوتھ موومنٹ میں نوجوانوں کی ممبر شپ کریں گے، پانچ سال میں ہم نے 10 ارب درخت لگانے ہیں۔: [915, 2076, 1087, 2172]
paragraph-text: کامیاب جوان پروگرام پر عثمان ڈار اور ان کی ٹیم کو مبارکباد دیتا ہوں، کامیاب جوان پروگرام کا پہلا فیز شروع کیا جا رہا ہے۔: [915, 2265, 1087, 2328]
news-column-5: [551, 1192, 723, 2392]
paragraph-text: سارے پاکستان کیلئے ایک یوتھ ڈیولپمنٹ فاؤنڈیشن بنا رہے ہیں، گرین یوتھ موومنٹ میں نوجوانوں کی ممبر شپ کریں گے، پانچ سال میں ہم نے 10 ارب درخت لگانے ہیں۔: [1097, 1923, 1269, 2019]
continuation-number: 4: [1354, 1698, 1388, 1724]
news-text-segment: [551, 1323, 723, 1512]
continuation-paper-name: روزنامہ اکثریت: [1278, 1698, 1354, 1724]
paragraph-text: کامیاب جوان پروگرام پر عثمان ڈار اور ان کی ٹیم کو مبارکباد دیتا ہوں، کامیاب جوان پروگرام کا پہلا فیز شروع کیا جا رہا ہے۔: [188, 2133, 362, 2196]
paragraph-text: بچے آپس کے اختلافات اور جذبات کا اظہار، کسی بھی قسم کی صورتحال میں ری ایکٹ کرنا اپنے بڑوں سے سیکھتے ہیں۔ بڑے تحمل و برداشت کے ساتھ بچوں کی بات سنیں۔: [363, 649, 535, 724]
paragraph-text: کامیاب جوان پروگرام پر عثمان ڈار اور ان کی ٹیم کو مبارکباد دیتا ہوں، کامیاب جوان پروگرام کا پہلا فیز شروع کیا جا رہا ہے۔: [915, 1663, 1087, 1743]
continuation-number: 17: [629, 2097, 663, 2123]
paragraph-text: 80 فیصد ٹیکس ان ڈائریکٹ جمع ہوتا ہے، صرف 20 فیصد ریونیو اکٹھا کرنے کے لیے 22 ہزار بندے ایف بی آر میں رکھے گئے۔: [4, 1890, 180, 1953]
continuation-number: 12: [811, 1444, 845, 1470]
continuation-paper-name: روزنامہ اکثریت: [1099, 1384, 1175, 1410]
continuation-box: [915, 2234, 1087, 2264]
paragraph-text: سارے پاکستان کیلئے ایک یوتھ ڈیولپمنٹ فاؤنڈیشن بنا رہے ہیں، گرین یوتھ موومنٹ میں نوجوانوں کی ممبر شپ کریں گے، پانچ سال میں ہم نے 10 ارب درخت لگانے ہیں۔: [551, 1632, 723, 1711]
graduation-cap-money-image: [845, 150, 1060, 590]
children-photo: [74, 670, 276, 872]
continuation-paper-name: روزنامہ اکثریت: [1278, 1440, 1354, 1466]
kids-article-column-3-side: [6, 664, 64, 880]
paragraph-text: 80 فیصد ٹیکس ان ڈائریکٹ جمع ہوتا ہے، صرف 20 فیصد ریونیو اکٹھا کرنے کے لیے 22 ہزار بندے ایف بی آر میں رکھے گئے۔: [551, 1193, 723, 1256]
paragraph-text: 80 فیصد ٹیکس ان ڈائریکٹ جمع ہوتا ہے، صرف 20 فیصد ریونیو اکٹھا کرنے کے لیے 22 ہزار بندے ایف بی آر میں رکھے گئے۔: [1097, 1479, 1269, 1542]
paragraph-text: اور عاطف ملک کو احتساب عدالت کے جج محمد بشیر کے روبرو پیش کیا گیا۔ نیب نے 14 روزہ جسمانی ریمانڈ کی استدعا کی۔: [4, 1775, 180, 1838]
continuation-label: بقیہ نمبر: [663, 2097, 721, 2123]
news-column-1: [1276, 1192, 1448, 2392]
continuation-box: [370, 1981, 542, 2011]
page-bottom-rule: [4, 2392, 1446, 2394]
paragraph-text: 80 فیصد ٹیکس ان ڈائریکٹ جمع ہوتا ہے، صرف 20 فیصد ریونیو اکٹھا کرنے کے لیے 22 ہزار بندے ایف بی آر میں رکھے گئے۔: [733, 1885, 905, 1948]
kid-with-globe-image: [8, 150, 526, 410]
continuation-box: [370, 1200, 542, 1230]
paragraph-text: سارے پاکستان کیلئے ایک یوتھ ڈیولپمنٹ فاؤنڈیشن بنا رہے ہیں، گرین یوتھ موومنٹ میں نوجوانوں کی ممبر شپ کریں گے، پانچ سال میں ہم نے 10 ارب درخت لگانے ہیں۔: [733, 1671, 905, 1767]
paragraph-text: 80 فیصد ٹیکس ان ڈائریکٹ جمع ہوتا ہے، صرف 20 فیصد ریونیو اکٹھا کرنے کے لیے 22 ہزار بندے ایف بی آر میں رکھے گئے۔: [733, 2298, 905, 2361]
continuation-number: 1: [1354, 1204, 1388, 1230]
continuation-label: بقیہ نمبر: [482, 1382, 540, 1408]
paragraph-text: انہوں نے سوال کیا کہ دوہرا معیار اور شفافیت کا فقدان کیوں ہے۔ جواب الجواب میں کہا گیا کہ ریفرنس وزیراعظم کے مشورے پر دائر کیا گیا۔: [4, 1565, 180, 1628]
paragraph-text: انہوں نے سوال کیا کہ دوہرا معیار اور شفافیت کا فقدان کیوں ہے۔ جواب الجواب میں کہا گیا کہ ریفرنس وزیراعظم کے مشورے پر دائر کیا گیا۔: [551, 1936, 723, 2016]
news-text-segment: [1097, 1192, 1269, 1313]
paragraph-text: کارڈ 10 سے 15 روپے میں تیار ہوتا ہے جس کے بچوں سے 100 روپے وصول کیے جاتے ہیں۔ اسکولز میں آئے روز کی بے جا فیشن شوز، پکنک پارٹیاں اور فوڈ میلے سجائے جاتے ہیں۔: [548, 337, 728, 412]
continuation-box: [4, 2214, 180, 2244]
continuation-paper-name: روزنامہ اکثریت: [553, 2097, 629, 2123]
news-text-segment: [1276, 1192, 1448, 1202]
continuation-number: 13: [629, 1295, 663, 1321]
paragraph-text: 80 فیصد ٹیکس ان ڈائریکٹ جمع ہوتا ہے، صرف 20 فیصد ریونیو اکٹھا کرنے کے لیے 22 ہزار بندے ایف بی آر میں رکھے گئے۔: [370, 1783, 542, 1846]
continuation-box: [551, 1601, 723, 1631]
continuation-box: [551, 2095, 723, 2125]
paragraph-text: سردمہری کا مظاہرہ کر رہے ہیں۔ یہ بدعنوان افسران اور پرائیویٹ اسکولز کراچی میں فریب اور تعلیم کا زیور چھیننے اور تعلیم کے اصول کو ناگزیر بنانے پر تلے ہوئے ہیں۔: [548, 895, 728, 986]
newspaper-logo: اکثریت: [1293, 43, 1429, 89]
education-article-byline: ندیم شہزاد: [1310, 588, 1425, 612]
continuation-box: [551, 1856, 723, 1886]
paragraph-text: انہوں نے سوال کیا کہ دوہرا معیار اور شفافیت کا فقدان کیوں ہے۔ جواب الجواب میں کہا گیا کہ ریفرنس وزیراعظم کے مشورے پر دائر کیا گیا۔: [1276, 1518, 1448, 1598]
continuation-box: [1097, 1694, 1269, 1724]
continuation-paper-name: روزنامہ اکثریت: [917, 2236, 993, 2262]
continuation-box: [370, 1578, 542, 1608]
section-divider-rule: [4, 1184, 1446, 1187]
continuation-label: بقیہ نمبر: [1388, 1204, 1446, 1230]
paragraph-text: انہوں نے سوال کیا کہ دوہرا معیار اور شفافیت کا فقدان کیوں ہے۔ جواب الجواب میں کہا گیا کہ ریفرنس وزیراعظم کے مشورے پر دائر کیا گیا۔: [551, 1764, 723, 1843]
paragraph-text: بچے آپس کے اختلافات اور جذبات کا اظہار، کسی بھی قسم کی صورتحال میں ری ایکٹ کرنا اپنے بڑوں سے سیکھتے ہیں۔ بڑے تحمل و برداشت کے ساتھ بچوں کی بات سنیں۔: [185, 949, 355, 1040]
continuation-label: بقیہ نمبر: [1209, 1384, 1267, 1410]
education-article-column-2-lower: [1098, 1076, 1265, 1180]
paragraph-text: اور عاطف ملک کو احتساب عدالت کے جج محمد بشیر کے روبرو پیش کیا گیا۔ نیب نے 14 روزہ جسمانی ریمانڈ کی استدعا کی۔: [551, 1887, 723, 1950]
paragraph-text: پاکستان میں پرائیویٹ اسکولز و کالجز کا قیام بہت تیزی سے فروغ پا رہا ہے۔ درحقیقت یہ تعلیم کے فروغ کیلئے نہیں بلکہ فروخت کیلئے کاروباری نکتہ نظر سے بنائے گئے ہیں۔: [548, 151, 728, 226]
paragraph-text: انہوں نے سوال کیا کہ دوہرا معیار اور شفافیت کا فقدان کیوں ہے۔ جواب الجواب میں کہا گیا کہ ریفرنس وزیراعظم کے مشورے پر دائر کیا گیا۔: [551, 2126, 723, 2205]
paragraph-text: بچوں کی شخصیت میں یقیناً گھریلو ماحول اور تربیت اہم کردار ادا کرتے ہیں۔ ایسے میں اگر بچے کو اعتماد دیا جائے تو وہ بہتر انداز میں سیکھتا ہے۔: [185, 887, 355, 962]
continuation-box: [370, 1380, 542, 1410]
